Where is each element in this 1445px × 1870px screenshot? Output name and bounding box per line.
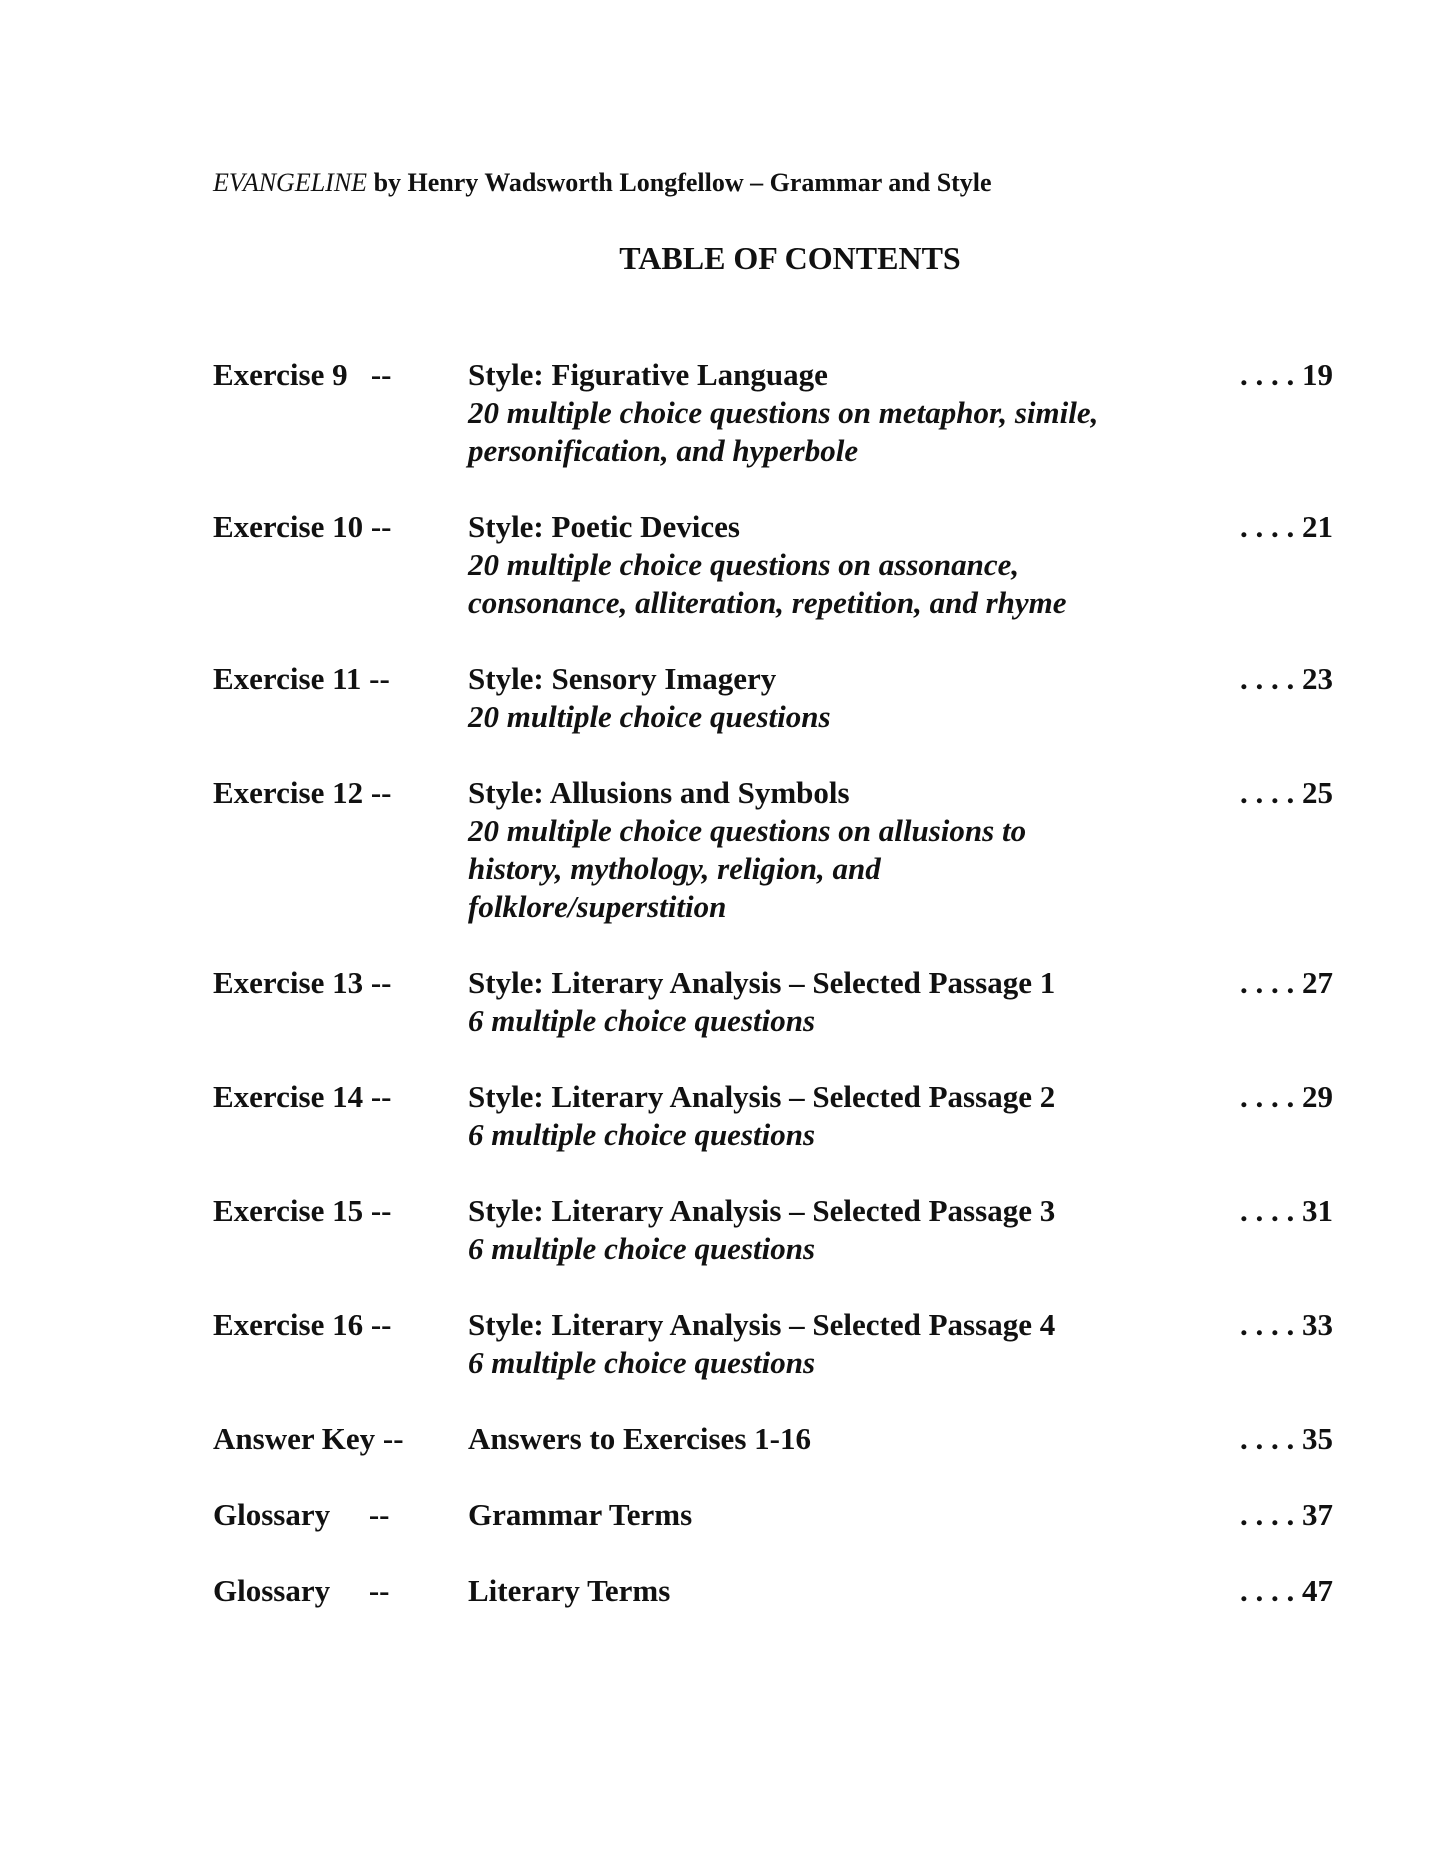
entry-heading: Style: Literary Analysis – Selected Passage 1 [468,965,1056,1000]
entry-page-number: . . . . 23 [1240,661,1333,696]
toc-entry [213,1078,1333,1154]
entry-page-number: . . . . 29 [1240,1079,1333,1114]
entry-page-number: . . . . 47 [1240,1573,1333,1608]
toc-list [213,356,1333,1610]
entry-label: Exercise 13 -- [213,965,392,1000]
entry-heading: Style: Literary Analysis – Selected Passage 4 [468,1307,1056,1342]
toc-entry [213,660,1333,736]
entry-heading: Style: Literary Analysis – Selected Passage 3 [468,1193,1056,1228]
entry-page-number: . . . . 27 [1240,965,1333,1000]
entry-heading: Style: Sensory Imagery [468,661,777,696]
entry-label: Glossary -- [213,1573,390,1608]
entry-label: Exercise 14 -- [213,1079,392,1114]
toc-entry [213,508,1333,622]
entry-page-number: . . . . 21 [1240,509,1333,544]
entry-label: Exercise 10 -- [213,509,392,544]
entry-page-number: . . . . 25 [1240,775,1333,810]
running-header [213,168,992,198]
entry-label: Exercise 16 -- [213,1307,392,1342]
entry-page-number: . . . . 35 [1240,1421,1333,1456]
entry-description: 6 multiple choice questions [468,1117,816,1152]
entry-heading: Style: Literary Analysis – Selected Passage 2 [468,1079,1056,1114]
entry-page-number: . . . . 19 [1240,357,1333,392]
entry-label: Exercise 11 -- [213,661,390,696]
toc-entry [213,774,1333,926]
entry-label: Exercise 15 -- [213,1193,392,1228]
entry-heading: Grammar Terms [468,1497,693,1532]
book-title: EVANGELINE [213,168,368,197]
entry-heading: Style: Figurative Language [468,357,828,392]
entry-label: Exercise 12 -- [213,775,392,810]
entry-description: 20 multiple choice questions on metaphor, simile, personification, and hyperbole [468,395,1099,468]
entry-page-number: . . . . 33 [1240,1307,1333,1342]
entry-label: Exercise 9 -- [213,357,392,392]
entry-label: Answer Key -- [213,1421,404,1456]
toc-entry [213,1572,1333,1610]
entry-heading: Style: Allusions and Symbols [468,775,850,810]
entry-description: 6 multiple choice questions [468,1003,816,1038]
entry-heading: Style: Poetic Devices [468,509,740,544]
entry-heading: Literary Terms [468,1573,671,1608]
entry-page-number: . . . . 37 [1240,1497,1333,1532]
header-subtitle: by Henry Wadsworth Longfellow – Grammar and Style [367,168,992,197]
toc-title: TABLE OF CONTENTS [619,240,961,276]
entry-label: Glossary -- [213,1497,390,1532]
toc-entry [213,356,1333,470]
entry-description: 6 multiple choice questions [468,1345,816,1380]
entry-page-number: . . . . 31 [1240,1193,1333,1228]
entry-heading: Answers to Exercises 1-16 [468,1421,811,1456]
toc-entry [213,1420,1333,1458]
entry-description: 20 multiple choice questions [468,699,831,734]
toc-entry [213,1192,1333,1268]
entry-description: 20 multiple choice questions on assonance, consonance, alliteration, repetition, and rhyme [468,547,1067,620]
entry-description: 6 multiple choice questions [468,1231,816,1266]
toc-entry [213,1496,1333,1534]
toc-entry [213,1306,1333,1382]
toc-entry [213,964,1333,1040]
entry-description: 20 multiple choice questions on allusions to history, mythology, religion, and folklore/superstition [468,813,1027,924]
